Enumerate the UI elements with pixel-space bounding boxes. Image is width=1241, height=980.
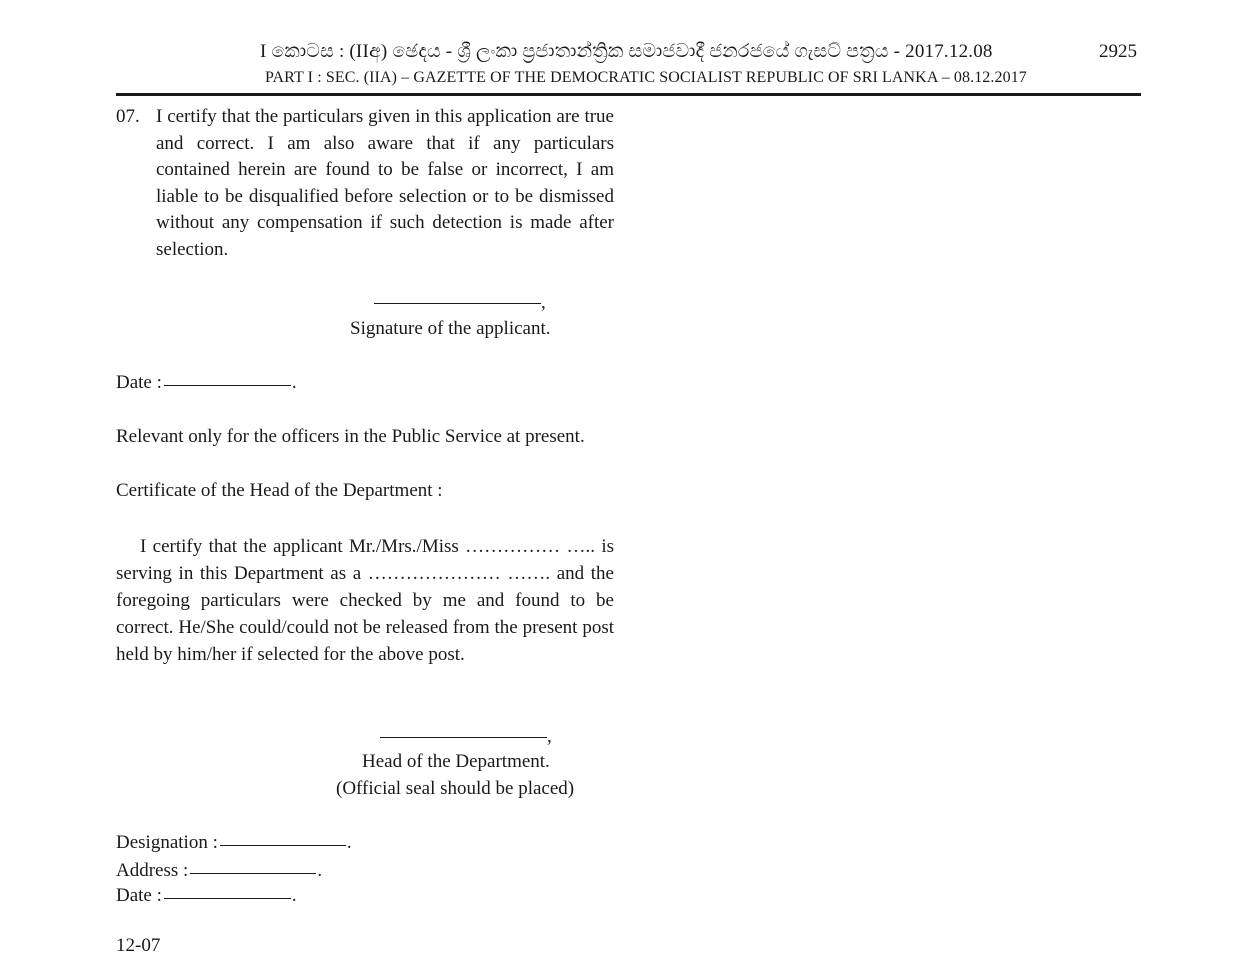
head-signature-label: Head of the Department. [362,751,550,772]
date-2-end: . [291,885,297,906]
applicant-signature-label: Signature of the applicant. [350,318,551,339]
header-rule [116,93,1141,96]
address-label: Address : [116,860,189,881]
applicant-signature-line [374,303,541,304]
date-2-blank-line [164,898,291,899]
address-field [116,860,322,882]
date-end: . [291,372,297,393]
designation-field [116,832,352,854]
certificate-heading: Certificate of the Head of the Department : [116,480,443,501]
date-2-label: Date : [116,885,162,906]
date-field-2 [116,885,297,907]
header-english-title: PART I : SEC. (IIA) – GAZETTE OF THE DEMOCRATIC SOCIALIST REPUBLIC OF SRI LANKA – 08.12.2017 [265,69,1027,86]
footer-code: 12-07 [116,935,161,956]
designation-blank-line [220,845,346,846]
address-end: . [317,860,323,881]
head-signature-comma: , [547,726,552,747]
relevant-note: Relevant only for the officers in the Public Service at present. [116,426,585,447]
page-number: 2925 [1099,41,1137,62]
item-text: I certify that the particulars given in this application are true and correct. I am also aware that if any particulars contained herein are found to be false or incorrect, I am liable to be disqualified before selection or to be dismissed without any compensation if such detection is made after selection. [156,106,614,260]
designation-end: . [346,832,352,853]
official-seal-note: (Official seal should be placed) [336,778,575,799]
date-blank-line [164,385,291,386]
head-signature-line [380,737,547,738]
item-number: 07. [116,106,140,127]
header-sinhala-title: I කොටස : (IIඅ) ඡෙදය - ශ්‍රී ලංකා ප්‍රජාතාන්ත්‍රික සමාජවාදී ජනරජයේ ගැසට් පත්‍රය - 2017.12.08 [260,41,993,62]
address-blank-line [190,873,316,874]
date-label: Date : [116,372,162,393]
designation-label: Designation : [116,832,218,853]
applicant-signature-comma: , [541,292,546,313]
date-field [116,372,297,394]
certificate-text: I certify that the applicant Mr./Mrs./Miss …………… ….. is serving in this Department as a ………………… ……. and the foregoing particulars were checked by me and found to be correct. He/She could/could not be released from the present post held by him/her if selected for the above post. [116,536,614,665]
